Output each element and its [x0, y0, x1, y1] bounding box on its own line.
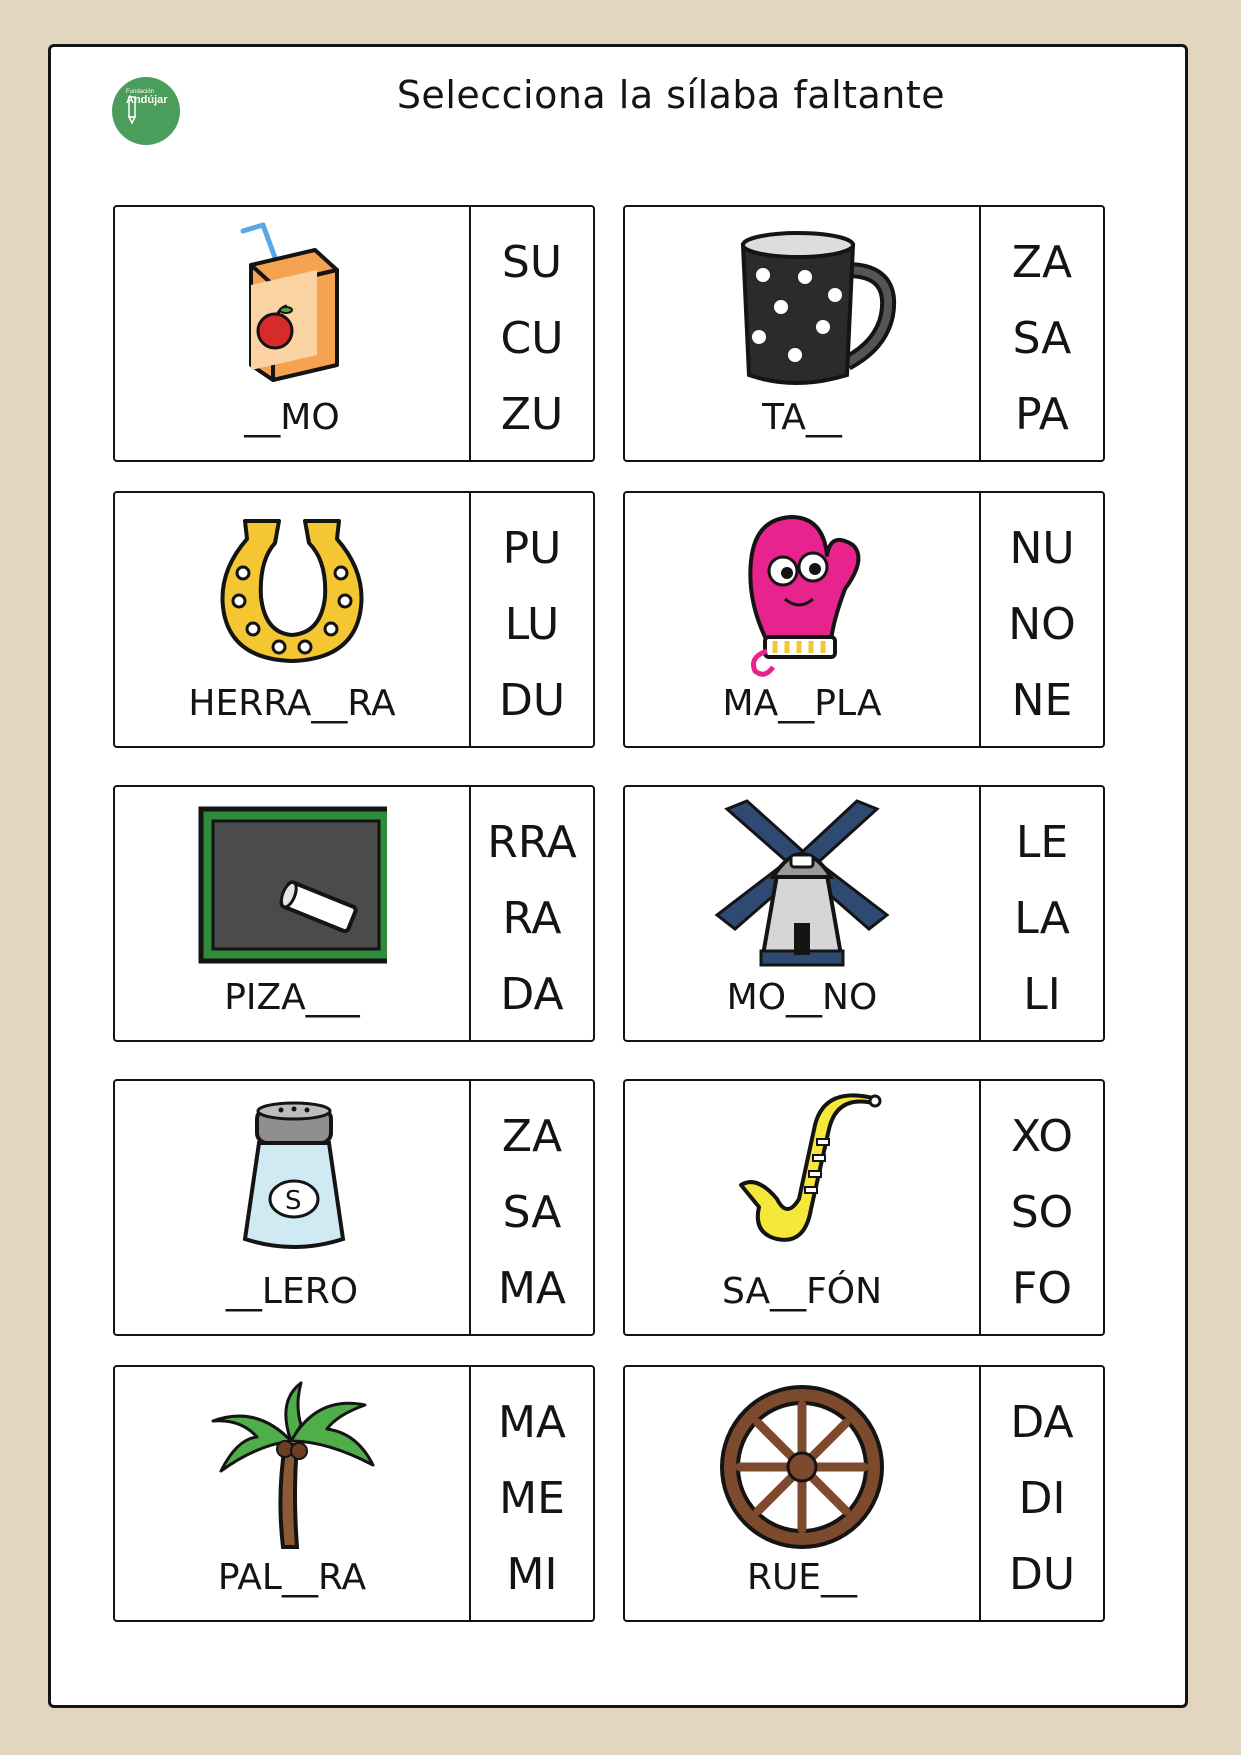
exercise-card	[623, 205, 1105, 462]
word-with-gap: PAL__RA	[217, 1557, 367, 1598]
syllable-options	[981, 207, 1103, 460]
syllable-option[interactable]: CU	[500, 312, 564, 364]
palm-tree-icon	[197, 1375, 387, 1555]
syllable-options	[471, 1081, 593, 1334]
syllable-option[interactable]: FO	[1012, 1262, 1072, 1314]
syllable-option[interactable]: RA	[502, 892, 562, 944]
syllable-option[interactable]: NU	[1009, 523, 1075, 575]
syllable-option[interactable]: ME	[499, 1472, 565, 1524]
syllable-option[interactable]: LU	[504, 598, 560, 650]
word-with-gap: MO__NO	[726, 977, 878, 1018]
syllable-option[interactable]: DI	[1018, 1472, 1066, 1524]
exercise-card	[623, 1079, 1105, 1336]
svg-text:S: S	[285, 1186, 302, 1216]
word-with-gap: HERRA__RA	[188, 683, 396, 724]
wheel-icon	[707, 1375, 897, 1555]
word-with-gap: MA__PLA	[722, 683, 882, 724]
exercise-card	[623, 785, 1105, 1042]
syllable-option[interactable]: DA	[500, 968, 564, 1020]
logo	[112, 77, 180, 145]
windmill-icon	[707, 795, 897, 975]
mitten-icon	[707, 501, 897, 681]
exercise-card	[623, 1365, 1105, 1622]
word-with-gap: RUE__	[746, 1557, 858, 1598]
syllable-options	[981, 493, 1103, 746]
syllable-option[interactable]: LI	[1023, 968, 1061, 1020]
exercise-card	[623, 491, 1105, 748]
exercise-card	[113, 205, 595, 462]
logo-brand-text: Andújar	[126, 94, 168, 106]
syllable-option[interactable]: LE	[1015, 817, 1069, 869]
syllable-options	[471, 1367, 593, 1620]
horseshoe-icon	[197, 501, 387, 681]
syllable-option[interactable]: SA	[1012, 312, 1072, 364]
word-with-gap: SA__FÓN	[721, 1271, 883, 1312]
syllable-option[interactable]: NE	[1011, 674, 1073, 726]
syllable-options	[981, 787, 1103, 1040]
syllable-option[interactable]: LA	[1014, 892, 1070, 944]
exercise-card	[113, 1365, 595, 1622]
syllable-option[interactable]: PA	[1015, 388, 1069, 440]
worksheet	[48, 44, 1188, 1708]
syllable-option[interactable]: MA	[497, 1397, 567, 1449]
syllable-options	[471, 787, 593, 1040]
word-with-gap: PIZA___	[224, 977, 360, 1018]
syllable-options	[981, 1081, 1103, 1334]
saxophone-icon	[707, 1089, 897, 1269]
syllable-option[interactable]: SO	[1010, 1186, 1074, 1238]
exercise-card	[113, 785, 595, 1042]
logo-small-text: Fundación	[126, 89, 155, 95]
syllable-option[interactable]: RRA	[487, 817, 577, 869]
word-with-gap: __LERO	[225, 1271, 359, 1312]
mug-icon	[707, 215, 897, 395]
syllable-option[interactable]: ZA	[1011, 237, 1073, 289]
syllable-option[interactable]: MI	[506, 1548, 558, 1600]
syllable-options	[471, 207, 593, 460]
juice-box-icon	[197, 215, 387, 395]
syllable-option[interactable]: DU	[498, 674, 566, 726]
syllable-option[interactable]: DU	[1008, 1548, 1076, 1600]
syllable-option[interactable]: NO	[1008, 598, 1076, 650]
syllable-option[interactable]: PU	[502, 523, 562, 575]
exercise-card	[113, 491, 595, 748]
word-with-gap: __MO	[244, 397, 340, 438]
syllable-option[interactable]: SA	[502, 1186, 562, 1238]
syllable-option[interactable]: MA	[497, 1262, 567, 1314]
syllable-option[interactable]: ZU	[500, 388, 564, 440]
syllable-option[interactable]: ZA	[501, 1111, 563, 1163]
salt-shaker-icon	[197, 1089, 387, 1269]
syllable-option[interactable]: DA	[1010, 1397, 1074, 1449]
syllable-option[interactable]: SU	[501, 237, 563, 289]
word-with-gap: TA__	[762, 397, 842, 438]
syllable-options	[471, 493, 593, 746]
syllable-option[interactable]: XO	[1011, 1111, 1073, 1163]
exercise-card	[113, 1079, 595, 1336]
page-title: Selecciona la sílaba faltante	[396, 73, 946, 117]
syllable-options	[981, 1367, 1103, 1620]
chalkboard-icon	[197, 795, 387, 975]
